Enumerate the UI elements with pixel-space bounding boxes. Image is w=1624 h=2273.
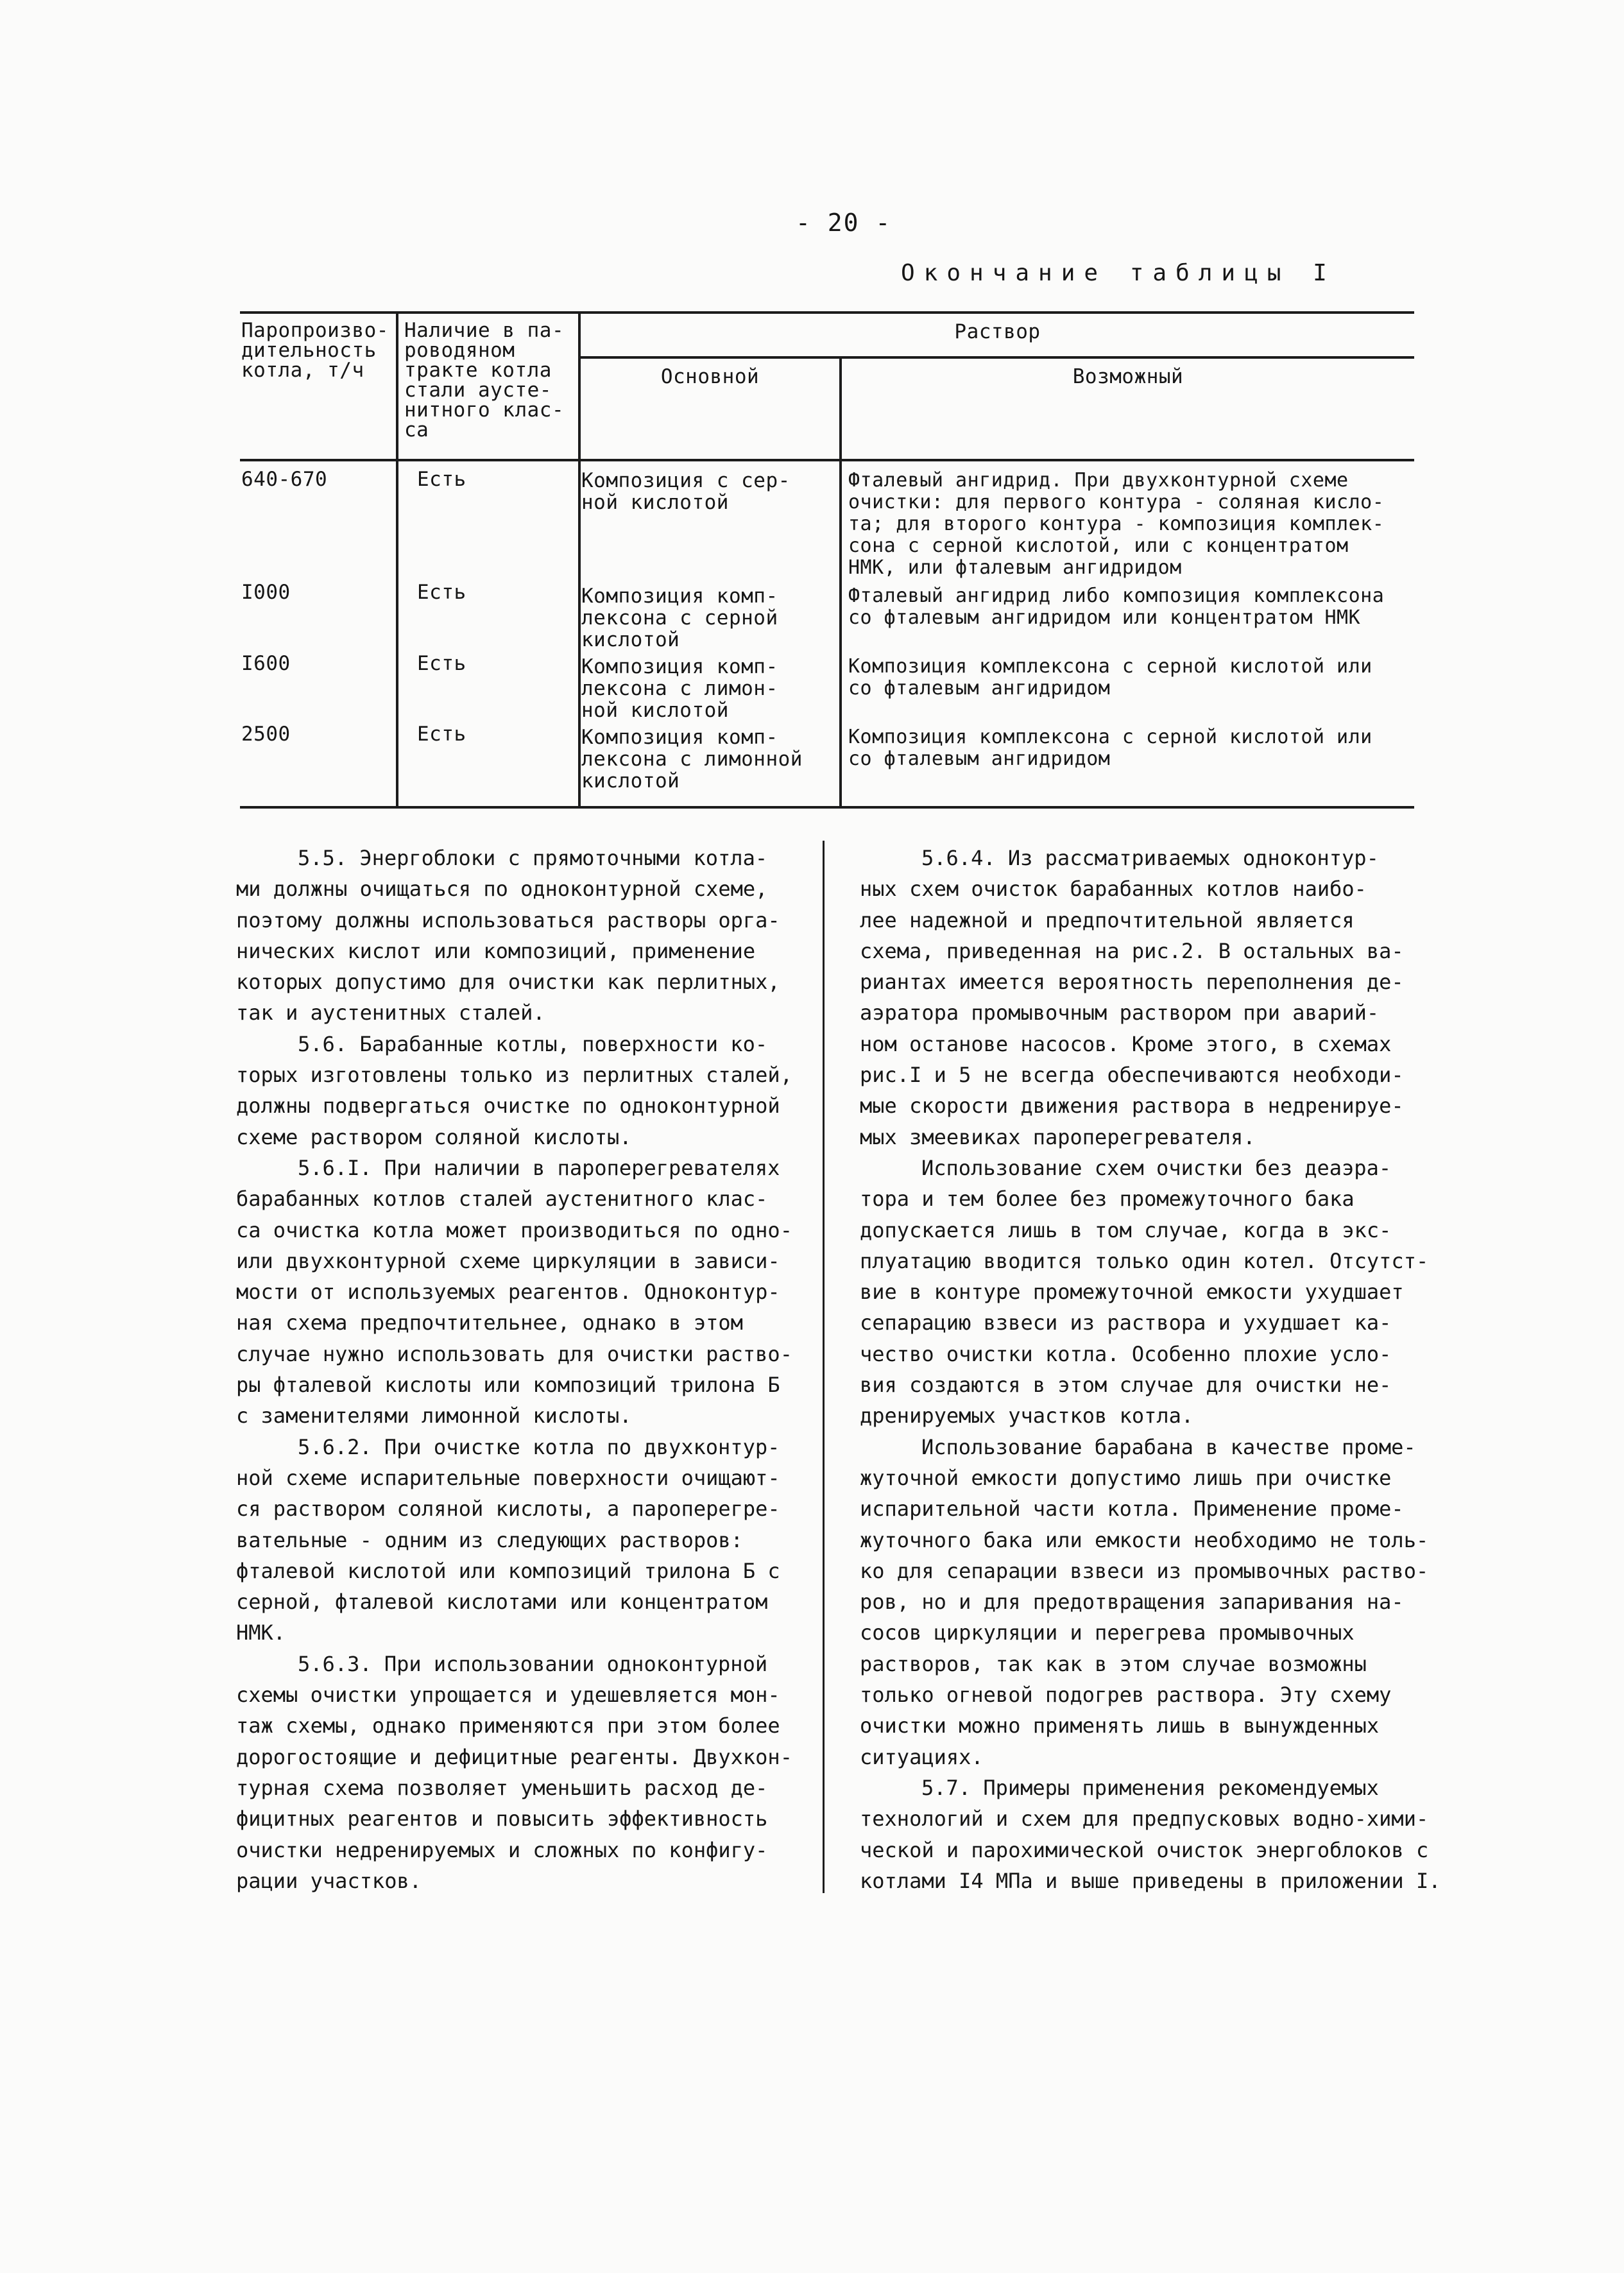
paragraph-line: 5.6. Барабанные котлы, поверхности ко- <box>298 1031 768 1056</box>
table-subheader-rule <box>581 356 1414 359</box>
paragraph-line: таж схемы, однако применяются при этом более <box>236 1713 780 1738</box>
paragraph-line: сосов циркуляции и перегрева промывочных <box>860 1620 1355 1645</box>
paragraph-line: должны подвергаться очистке по одноконтурной <box>236 1094 780 1119</box>
paragraph-line: вия создаются в этом случае для очистки не- <box>860 1373 1392 1398</box>
paragraph-line: серной, фталевой кислотами или концентратом <box>236 1590 768 1615</box>
table-caption: Окончание таблицы I <box>901 260 1336 286</box>
paragraph-line: фицитных реагентов и повысить эффективность <box>236 1806 768 1831</box>
paragraph-line: или двухконтурной схеме циркуляции в зависи- <box>236 1248 780 1273</box>
header-main: Основной <box>660 365 760 388</box>
row-3-austenitic: Есть <box>417 652 466 675</box>
paragraph-line: аэратора промывочным раствором при аварий- <box>860 1000 1380 1025</box>
row-3-main: Композиция комп- лексона с лимон- ной кислотой <box>581 655 778 722</box>
header-solution: Раствор <box>954 320 1041 343</box>
row-1-capacity: 640-670 <box>241 468 328 491</box>
paragraph-line: чество очистки котла. Особенно плохие усло- <box>860 1341 1392 1366</box>
paragraph-line: Использование схем очистки без деаэра- <box>921 1155 1392 1180</box>
paragraph-line: растворов, так как в этом случае возможны <box>860 1651 1367 1676</box>
paragraph-line: плуатацию вводится только один котел. Отсутст- <box>860 1248 1429 1273</box>
row-4-capacity: 2500 <box>241 723 291 746</box>
paragraph-line: схеме раствором соляной кислоты. <box>236 1124 632 1149</box>
paragraph-line: вательные - одним из следующих растворов: <box>236 1527 743 1552</box>
row-1-austenitic: Есть <box>417 468 466 491</box>
row-1-main: Композиция с сер- ной кислотой <box>581 469 791 514</box>
paragraph-line: риантах имеется вероятность переполнения де- <box>860 970 1404 995</box>
paragraph-line: ных схем очисток барабанных котлов наибо- <box>860 877 1367 902</box>
paragraph-line: 5.6.4. Из рассматриваемых одноконтур- <box>921 846 1379 870</box>
paragraph-line: ном останове насосов. Кроме этого, в схемах <box>860 1031 1392 1056</box>
paragraph-line: рис.I и 5 не всегда обеспечиваются необходи- <box>860 1063 1404 1088</box>
row-4-main: Композиция комп- лексона с лимонной кислотой <box>581 726 803 793</box>
paragraph-line: мых змеевиках пароперегревателя. <box>860 1124 1256 1149</box>
paragraph-line: ры фталевой кислоты или композиций трилона Б <box>236 1373 780 1398</box>
table-header-rule <box>240 459 1414 461</box>
paragraph-line: ная схема предпочтительнее, однако в этом <box>236 1310 743 1335</box>
row-2-main: Композиция комп- лексона с серной кислотой <box>581 585 778 651</box>
table-col-divider-3 <box>839 356 842 809</box>
paragraph-line: рации участков. <box>236 1868 422 1893</box>
paragraph-line: НМК. <box>236 1620 286 1645</box>
paragraph-line: которых допустимо для очистки как перлитных, <box>236 970 780 995</box>
paragraph-line: са очистка котла может производиться по одно- <box>236 1217 792 1242</box>
paragraph-line: ческой и парохимической очисток энергоблоков с <box>860 1837 1429 1862</box>
paragraph-line: жуточного бака или емкости необходимо не толь- <box>860 1527 1429 1552</box>
paragraph-line: нических кислот или композиций, применение <box>236 938 756 963</box>
paragraph-line: ной схеме испарительные поверхности очищают- <box>236 1465 780 1490</box>
paragraph-line: котлами I4 МПа и выше приведены в приложении I. <box>860 1868 1441 1893</box>
row-2-capacity: I000 <box>241 581 291 604</box>
table-bottom-rule <box>240 806 1414 809</box>
paragraph-line: допускается лишь в том случае, когда в экс- <box>860 1217 1392 1242</box>
row-4-austenitic: Есть <box>417 723 466 746</box>
header-possible: Возможный <box>1072 365 1184 388</box>
paragraph-line: поэтому должны использоваться растворы орга- <box>236 907 780 932</box>
paragraph-line: фталевой кислотой или композиций трилона Б с <box>236 1558 780 1583</box>
paragraph-line: очистки недренируемых и сложных по конфигу- <box>236 1837 768 1862</box>
row-4-possible: Композиция комплексона с серной кислотой или со фталевым ангидридом <box>848 726 1372 770</box>
row-1-possible: Фталевый ангидрид. При двухконтурной схеме очистки: для первого контура - соляная кисло- та; для второго контура - композиция комплек- сона с серной кислотой, или с концентратом НМК, или фталевым ангидридом <box>848 469 1385 579</box>
paragraph-line: технологий и схем для предпусковых водно-хими- <box>860 1806 1429 1831</box>
paragraph-line: дренируемых участков котла. <box>860 1403 1194 1428</box>
paragraph-line: мые скорости движения раствора в недренируе- <box>860 1094 1404 1119</box>
paragraph-line: схемы очистки упрощается и удешевляется мон- <box>236 1683 780 1708</box>
paragraph-line: 5.5. Энергоблоки с прямоточными котла- <box>298 846 768 870</box>
paragraph-line: лее надежной и предпочтительной является <box>860 907 1355 932</box>
paragraph-line: случае нужно использовать для очистки раство- <box>236 1341 792 1366</box>
paragraph-line: ми должны очищаться по одноконтурной схеме, <box>236 877 768 902</box>
table-top-rule <box>240 311 1414 314</box>
row-3-possible: Композиция комплексона с серной кислотой или со фталевым ангидридом <box>848 655 1372 699</box>
paragraph-line: жуточной емкости допустимо лишь при очистке <box>860 1465 1392 1490</box>
paragraph-line: мости от используемых реагентов. Одноконтур- <box>236 1280 780 1305</box>
paragraph-line: дорогостоящие и дефицитные реагенты. Двухкон- <box>236 1744 792 1769</box>
paragraph-line: испарительной части котла. Применение проме- <box>860 1497 1404 1522</box>
header-austenitic: Наличие в па- роводяном тракте котла стали аусте- нитного клас- са <box>404 319 565 442</box>
solutions-table <box>0 0 1624 834</box>
row-3-capacity: I600 <box>241 652 291 675</box>
paragraph-line: ров, но и для предотвращения запаривания на- <box>860 1590 1404 1615</box>
header-capacity: Паропроизво- дительность котла, т/ч <box>241 319 389 382</box>
paragraph-line: 5.7. Примеры применения рекомендуемых <box>921 1775 1379 1800</box>
paragraph-line: турная схема позволяет уменьшить расход де- <box>236 1775 768 1800</box>
paragraph-line: с заменителями лимонной кислоты. <box>236 1403 632 1428</box>
paragraph-line: Использование барабана в качестве проме- <box>921 1434 1416 1459</box>
paragraph-line: 5.6.I. При наличии в пароперегревателях <box>298 1155 780 1180</box>
paragraph-line: очистки можно применять лишь в вынужденных <box>860 1713 1380 1738</box>
left-text-column <box>236 843 814 1896</box>
paragraph-line: 5.6.2. При очистке котла по двухконтур- <box>298 1434 780 1459</box>
column-divider <box>823 841 825 1893</box>
paragraph-line: тора и тем более без промежуточного бака <box>860 1187 1355 1212</box>
row-2-austenitic: Есть <box>417 581 466 604</box>
right-text-column <box>860 843 1476 1896</box>
paragraph-line: вие в контуре промежуточной емкости ухудшает <box>860 1280 1404 1305</box>
paragraph-line: ко для сепарации взвеси из промывочных раство- <box>860 1558 1429 1583</box>
page-number: - 20 - <box>796 209 892 237</box>
paragraph-line: торых изготовлены только из перлитных сталей, <box>236 1063 792 1088</box>
paragraph-line: 5.6.3. При использовании одноконтурной <box>298 1651 768 1676</box>
paragraph-line: барабанных котлов сталей аустенитного клас- <box>236 1187 768 1212</box>
row-2-possible: Фталевый ангидрид либо композиция комплексона со фталевым ангидридом или концентратом НМК <box>848 585 1385 629</box>
paragraph-line: так и аустенитных сталей. <box>236 1000 545 1025</box>
paragraph-line: схема, приведенная на рис.2. В остальных ва- <box>860 938 1404 963</box>
table-col-divider-1 <box>396 311 398 809</box>
paragraph-line: только огневой подогрев раствора. Эту схему <box>860 1683 1392 1708</box>
paragraph-line: сепарацию взвеси из раствора и ухудшает ка- <box>860 1310 1392 1335</box>
paragraph-line: ситуациях. <box>860 1744 984 1769</box>
paragraph-line: ся раствором соляной кислоты, а пароперегре- <box>236 1497 780 1522</box>
